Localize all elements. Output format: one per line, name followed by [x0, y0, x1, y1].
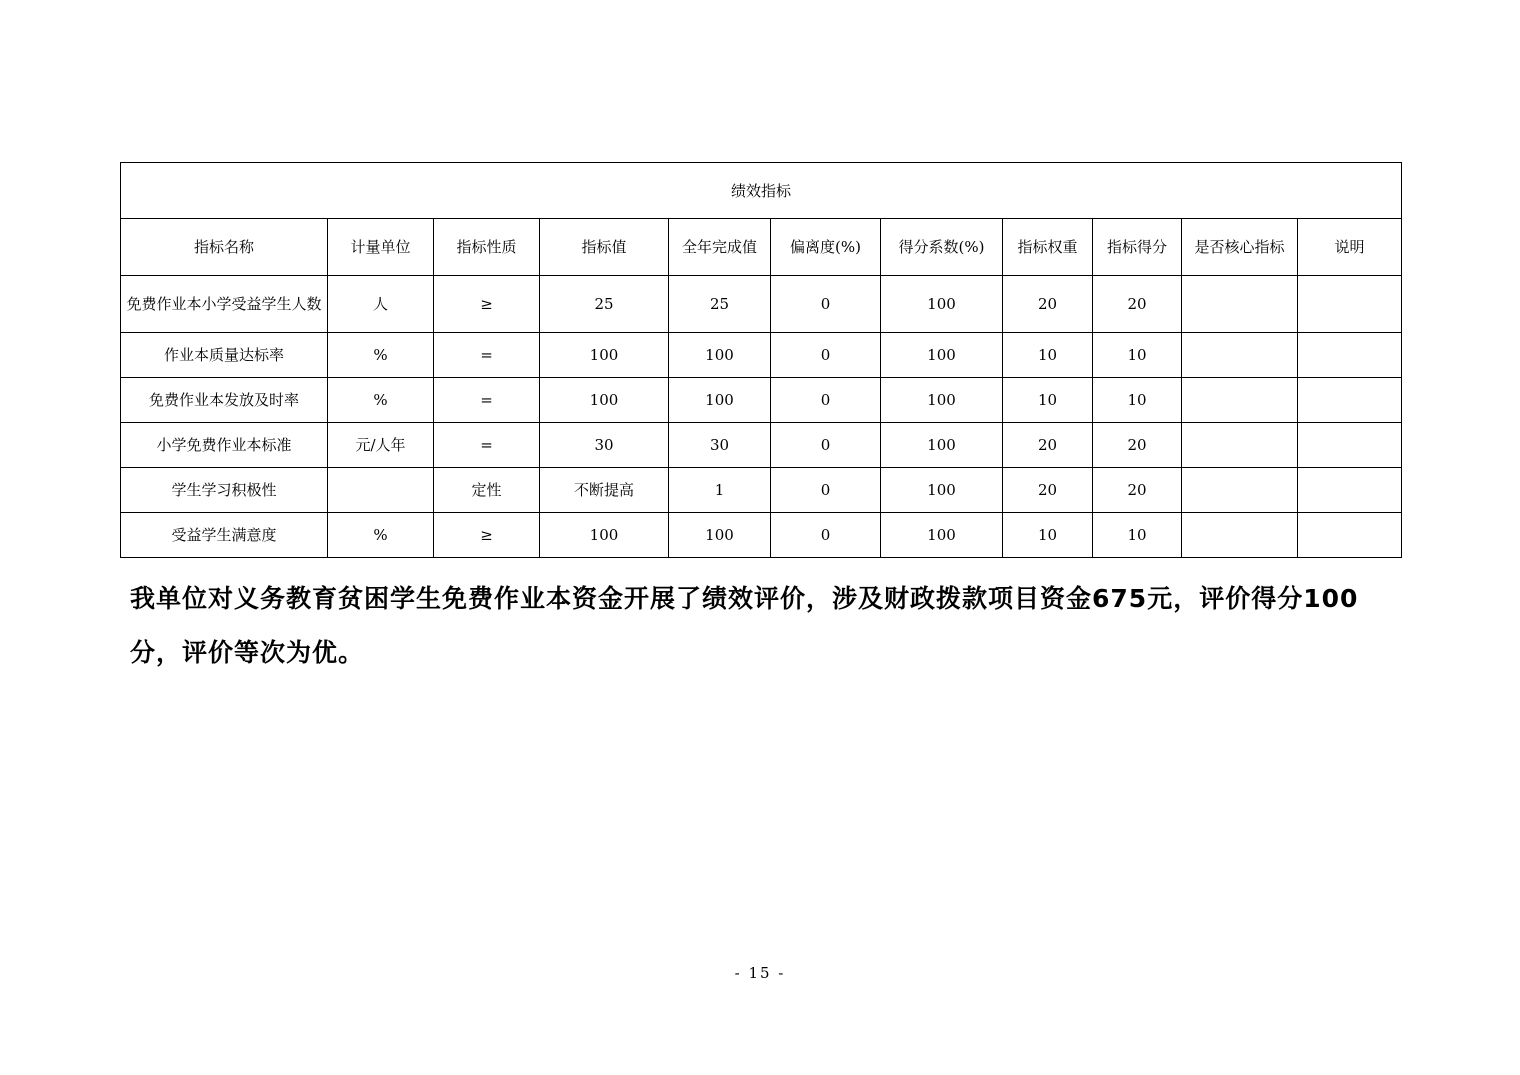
table-row — [121, 513, 1402, 558]
cell-indicator-name: 作业本质量达标率 — [121, 333, 328, 378]
cell-nature: 定性 — [434, 468, 540, 513]
cell-annual-completion: 100 — [669, 378, 771, 423]
table-row — [121, 468, 1402, 513]
cell-weight: 10 — [1003, 333, 1093, 378]
table-title: 绩效指标 — [121, 163, 1402, 219]
cell-score: 10 — [1093, 333, 1182, 378]
cell-is-core — [1182, 513, 1298, 558]
cell-is-core — [1182, 276, 1298, 333]
cell-score: 20 — [1093, 468, 1182, 513]
cell-remarks — [1298, 468, 1402, 513]
cell-indicator-name: 小学免费作业本标准 — [121, 423, 328, 468]
header-score: 指标得分 — [1093, 219, 1182, 276]
cell-target-value: 100 — [540, 378, 669, 423]
cell-nature: ≥ — [434, 513, 540, 558]
cell-unit — [328, 468, 434, 513]
cell-nature: = — [434, 378, 540, 423]
table-row — [121, 333, 1402, 378]
cell-score-coefficient: 100 — [881, 423, 1003, 468]
cell-unit: % — [328, 378, 434, 423]
cell-remarks — [1298, 378, 1402, 423]
cell-score-coefficient: 100 — [881, 378, 1003, 423]
header-remarks: 说明 — [1298, 219, 1402, 276]
table-title-row — [121, 163, 1402, 219]
cell-deviation: 0 — [771, 378, 881, 423]
cell-nature: ≥ — [434, 276, 540, 333]
cell-remarks — [1298, 276, 1402, 333]
cell-weight: 20 — [1003, 423, 1093, 468]
header-nature: 指标性质 — [434, 219, 540, 276]
cell-deviation: 0 — [771, 468, 881, 513]
cell-annual-completion: 30 — [669, 423, 771, 468]
header-weight: 指标权重 — [1003, 219, 1093, 276]
cell-is-core — [1182, 468, 1298, 513]
cell-score-coefficient: 100 — [881, 468, 1003, 513]
cell-deviation: 0 — [771, 423, 881, 468]
cell-target-value: 25 — [540, 276, 669, 333]
cell-remarks — [1298, 333, 1402, 378]
cell-score-coefficient: 100 — [881, 513, 1003, 558]
cell-score: 20 — [1093, 423, 1182, 468]
cell-target-value: 不断提高 — [540, 468, 669, 513]
cell-indicator-name: 受益学生满意度 — [121, 513, 328, 558]
cell-score-coefficient: 100 — [881, 333, 1003, 378]
table-row — [121, 276, 1402, 333]
cell-nature: = — [434, 333, 540, 378]
cell-annual-completion: 100 — [669, 333, 771, 378]
cell-unit: 人 — [328, 276, 434, 333]
cell-score: 10 — [1093, 513, 1182, 558]
cell-is-core — [1182, 423, 1298, 468]
cell-indicator-name: 免费作业本发放及时率 — [121, 378, 328, 423]
cell-weight: 20 — [1003, 276, 1093, 333]
header-deviation: 偏离度(%) — [771, 219, 881, 276]
cell-deviation: 0 — [771, 513, 881, 558]
header-indicator-name: 指标名称 — [121, 219, 328, 276]
cell-weight: 20 — [1003, 468, 1093, 513]
cell-annual-completion: 25 — [669, 276, 771, 333]
performance-indicator-table — [120, 162, 1402, 558]
cell-target-value: 100 — [540, 513, 669, 558]
header-is-core: 是否核心指标 — [1182, 219, 1298, 276]
cell-unit: % — [328, 513, 434, 558]
table-header-row — [121, 219, 1402, 276]
cell-annual-completion: 100 — [669, 513, 771, 558]
cell-remarks — [1298, 513, 1402, 558]
cell-target-value: 100 — [540, 333, 669, 378]
cell-weight: 10 — [1003, 378, 1093, 423]
cell-unit: 元/人年 — [328, 423, 434, 468]
cell-score: 10 — [1093, 378, 1182, 423]
table-row — [121, 423, 1402, 468]
cell-score-coefficient: 100 — [881, 276, 1003, 333]
header-score-coefficient: 得分系数(%) — [881, 219, 1003, 276]
cell-is-core — [1182, 333, 1298, 378]
cell-weight: 10 — [1003, 513, 1093, 558]
cell-score: 20 — [1093, 276, 1182, 333]
cell-indicator-name: 免费作业本小学受益学生人数 — [121, 276, 328, 333]
header-target-value: 指标值 — [540, 219, 669, 276]
cell-indicator-name: 学生学习积极性 — [121, 468, 328, 513]
page-number: - 15 - — [734, 964, 786, 982]
evaluation-summary: 我单位对义务教育贫困学生免费作业本资金开展了绩效评价，涉及财政拨款项目资金675元，评价得分100分，评价等次为优。 — [130, 584, 1359, 667]
header-unit: 计量单位 — [328, 219, 434, 276]
cell-deviation: 0 — [771, 333, 881, 378]
cell-remarks — [1298, 423, 1402, 468]
cell-deviation: 0 — [771, 276, 881, 333]
cell-target-value: 30 — [540, 423, 669, 468]
cell-is-core — [1182, 378, 1298, 423]
cell-nature: = — [434, 423, 540, 468]
cell-annual-completion: 1 — [669, 468, 771, 513]
cell-unit: % — [328, 333, 434, 378]
header-annual-completion: 全年完成值 — [669, 219, 771, 276]
table-row — [121, 378, 1402, 423]
